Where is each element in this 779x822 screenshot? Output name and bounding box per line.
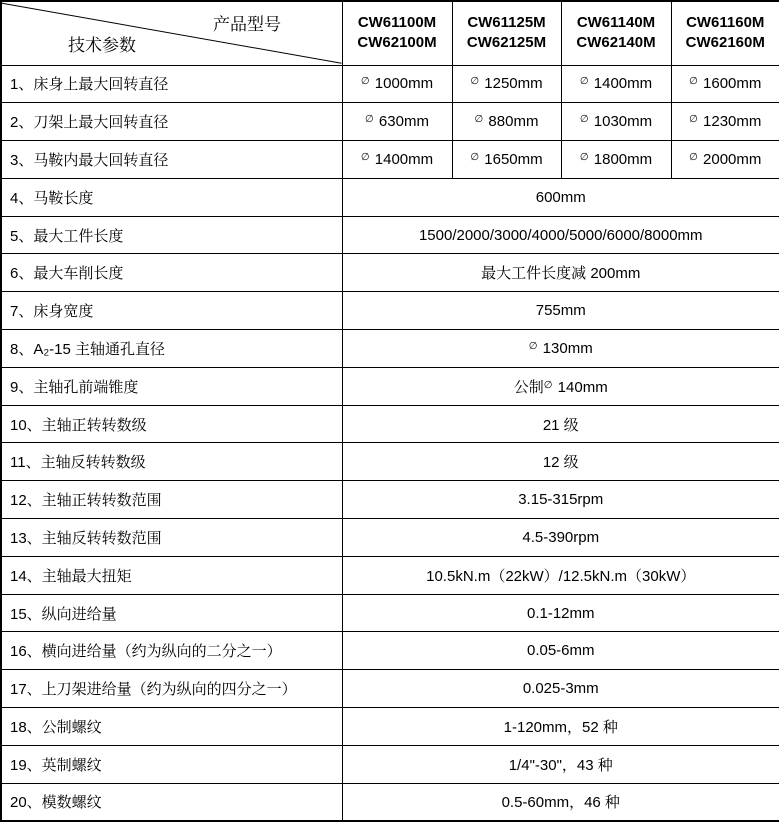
- param-label: 19、英制螺纹: [1, 745, 342, 783]
- diameter-symbol: ∅: [360, 151, 371, 163]
- param-label: 1、床身上最大回转直径: [1, 65, 342, 103]
- table-row: [1, 65, 779, 103]
- spec-value: 10.5kN.m（22kW）/12.5kN.m（30kW）: [342, 556, 779, 594]
- diagonal-divider-line: [2, 2, 342, 65]
- spec-value: 21 级: [342, 405, 779, 443]
- model-name: CW62125M: [466, 34, 547, 52]
- param-label: 6、最大车削长度: [1, 254, 342, 292]
- param-label: 9、主轴孔前端锥度: [1, 367, 342, 405]
- diagonal-corner-cell: [1, 1, 342, 65]
- spec-value: 600mm: [342, 178, 779, 216]
- table-row: [1, 254, 779, 292]
- spec-value: ∅ 1250mm: [452, 65, 561, 103]
- diameter-symbol: ∅: [689, 114, 699, 126]
- param-label: 15、纵向进给量: [1, 594, 342, 632]
- table-row: [1, 519, 779, 557]
- diameter-symbol: ∅: [579, 76, 590, 88]
- table-row: [1, 141, 779, 179]
- diameter-symbol: ∅: [689, 151, 699, 163]
- diameter-symbol: ∅: [360, 76, 371, 88]
- table-row: [1, 330, 779, 368]
- table-row: [1, 178, 779, 216]
- model-column-header: [452, 1, 561, 65]
- param-label: 10、主轴正转转数级: [1, 405, 342, 443]
- param-label: 4、马鞍长度: [1, 178, 342, 216]
- table-row: [1, 103, 779, 141]
- model-name: CW61160M: [686, 14, 765, 31]
- table-row: [1, 292, 779, 330]
- diameter-symbol: ∅: [474, 114, 485, 126]
- diameter-symbol: ∅: [579, 114, 590, 126]
- diameter-symbol: ∅: [543, 379, 554, 391]
- table-row: [1, 745, 779, 783]
- param-label: 8、A₂-15 主轴通孔直径: [1, 330, 342, 368]
- spec-value: 3.15-315rpm: [342, 481, 779, 519]
- diameter-symbol: ∅: [689, 76, 699, 88]
- param-label: 14、主轴最大扭矩: [1, 556, 342, 594]
- spec-value: 755mm: [342, 292, 779, 330]
- param-label: 7、床身宽度: [1, 292, 342, 330]
- param-label: 16、横向进给量（约为纵向的二分之一）: [1, 632, 342, 670]
- table-row: [1, 367, 779, 405]
- diameter-symbol: ∅: [470, 76, 481, 88]
- spec-value: 1500/2000/3000/4000/5000/6000/8000mm: [342, 216, 779, 254]
- spec-value: 1/4"-30"，43 种: [342, 745, 779, 783]
- spec-value: ∅ 1600mm: [671, 65, 779, 103]
- diameter-symbol: ∅: [579, 151, 590, 163]
- table-row: [1, 481, 779, 519]
- table-row: [1, 632, 779, 670]
- table-row: [1, 670, 779, 708]
- param-label: 5、最大工件长度: [1, 216, 342, 254]
- spec-value: ∅ 1650mm: [452, 141, 561, 179]
- model-column-header: [671, 1, 779, 65]
- model-column-header: [342, 1, 452, 65]
- diameter-symbol: ∅: [365, 114, 375, 126]
- spec-value: ∅ 630mm: [342, 103, 452, 141]
- model-name: CW61125M: [467, 14, 546, 31]
- spec-value: 0.1-12mm: [342, 594, 779, 632]
- spec-value: ∅ 130mm: [342, 330, 779, 368]
- spec-value: 公制∅ 140mm: [342, 367, 779, 405]
- corner-label-tech-params: 技术参数: [68, 35, 136, 55]
- diameter-symbol: ∅: [528, 340, 539, 352]
- spec-value: ∅ 1400mm: [342, 141, 452, 179]
- spec-value: 最大工件长度减 200mm: [342, 254, 779, 292]
- corner-label-product-model: 产品型号: [213, 15, 281, 34]
- param-label: 20、模数螺纹: [1, 783, 342, 821]
- spec-value: 1-120mm，52 种: [342, 708, 779, 746]
- model-name: CW62160M: [685, 34, 765, 52]
- spec-value: ∅ 1230mm: [671, 103, 779, 141]
- param-label: 12、主轴正转转数范围: [1, 481, 342, 519]
- table-row: [1, 708, 779, 746]
- table-row: [1, 783, 779, 821]
- spec-value: ∅ 1000mm: [342, 65, 452, 103]
- spec-value: ∅ 1400mm: [561, 65, 671, 103]
- spec-value: ∅ 1800mm: [561, 141, 671, 179]
- spec-value: 0.025-3mm: [342, 670, 779, 708]
- model-name: CW61100M: [357, 14, 437, 31]
- model-column-header: [561, 1, 671, 65]
- spec-value: 0.5-60mm，46 种: [342, 783, 779, 821]
- spec-value: ∅ 880mm: [452, 103, 561, 141]
- table-row: [1, 216, 779, 254]
- spec-value: 4.5-390rpm: [342, 519, 779, 557]
- param-label: 17、上刀架进给量（约为纵向的四分之一）: [1, 670, 342, 708]
- param-label: 3、马鞍内最大回转直径: [1, 141, 342, 179]
- spec-value: 0.05-6mm: [342, 632, 779, 670]
- table-row: [1, 405, 779, 443]
- table-header-row: [1, 1, 779, 65]
- spec-value: 12 级: [342, 443, 779, 481]
- model-name: CW62140M: [576, 34, 656, 52]
- param-label: 18、公制螺纹: [1, 708, 342, 746]
- param-label: 11、主轴反转转数级: [1, 443, 342, 481]
- model-name: CW61140M: [576, 14, 656, 31]
- table-row: [1, 443, 779, 481]
- diameter-symbol: ∅: [470, 151, 481, 163]
- model-name: CW62100M: [357, 34, 437, 52]
- param-label: 13、主轴反转转数范围: [1, 519, 342, 557]
- spec-value: ∅ 2000mm: [671, 141, 779, 179]
- table-row: [1, 556, 779, 594]
- table-row: [1, 594, 779, 632]
- spec-value: ∅ 1030mm: [561, 103, 671, 141]
- param-label: 2、刀架上最大回转直径: [1, 103, 342, 141]
